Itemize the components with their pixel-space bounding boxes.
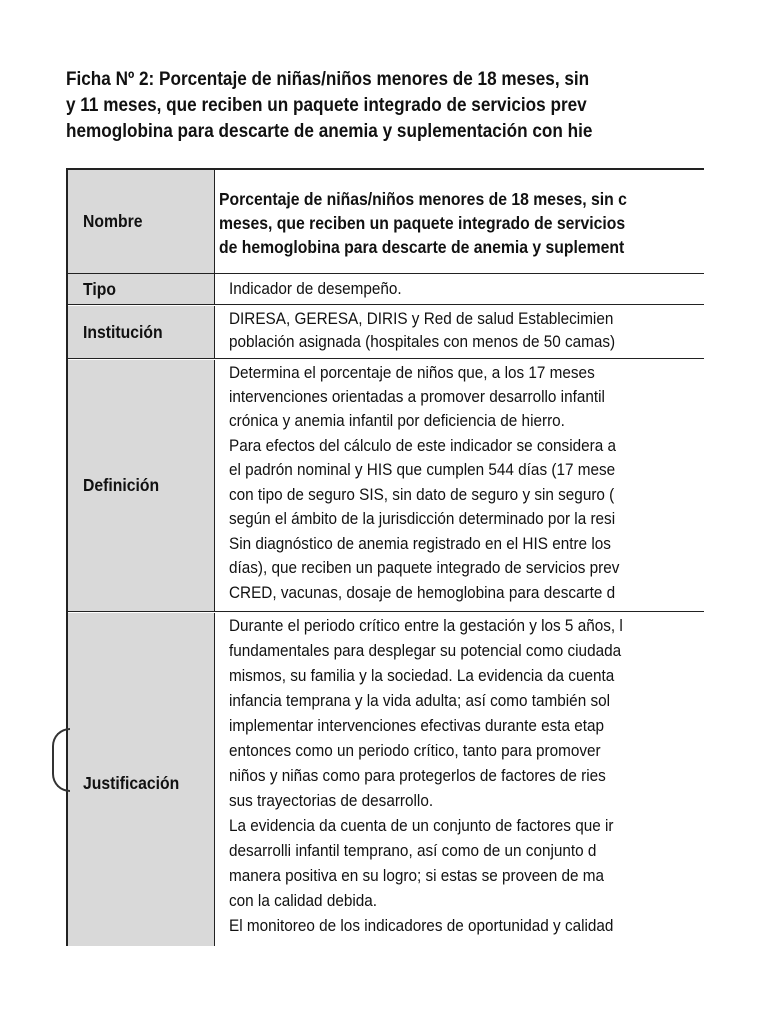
row-justificacion xyxy=(68,613,704,946)
indicator-table xyxy=(66,168,704,946)
value-line: con la calidad debida. xyxy=(229,891,378,910)
label-cell xyxy=(68,613,215,946)
label-institucion: Institución xyxy=(83,321,163,342)
value-line: La evidencia da cuenta de un conjunto de factores que ir xyxy=(229,816,614,835)
value-line: el padrón nominal y HIS que cumplen 544 días (17 mese xyxy=(229,460,616,479)
value-line: Indicador de desempeño. xyxy=(229,279,402,298)
label-definicion: Definición xyxy=(83,475,160,495)
value-line: meses, que reciben un paquete integrado de servicios xyxy=(219,213,626,233)
value-line: entonces como un periodo crítico, tanto para promover xyxy=(229,741,601,760)
value-cell xyxy=(215,360,704,611)
row-nombre xyxy=(68,170,704,274)
value-line: Porcentaje de niñas/niños menores de 18 meses, sin c xyxy=(219,189,627,209)
label-justificacion: Justificación xyxy=(83,772,180,793)
value-line: implementar intervenciones efectivas durante esta etap xyxy=(229,716,605,735)
value-line: con tipo de seguro SIS, sin dato de seguro y sin seguro ( xyxy=(229,485,615,504)
value-line: Durante el periodo crítico entre la gestación y los 5 años, l xyxy=(229,616,623,635)
value-cell xyxy=(215,170,704,273)
value-line: desarrolli infantil temprano, así como de un conjunto d xyxy=(229,841,597,860)
stamp-mark xyxy=(52,728,70,792)
value-line: población asignada (hospitales con menos de 50 camas) xyxy=(229,332,616,351)
page-title xyxy=(66,66,629,144)
value-line: sus trayectorias de desarrollo. xyxy=(229,791,434,810)
label-cell xyxy=(68,170,215,273)
label-cell xyxy=(68,274,215,304)
value-line: Sin diagnóstico de anemia registrado en el HIS entre los xyxy=(229,534,611,553)
label-tipo: Tipo xyxy=(83,278,116,299)
value-line: niños y niñas como para protegerlos de factores de ries xyxy=(229,766,606,785)
label-nombre: Nombre xyxy=(83,211,143,231)
value-line: DIRESA, GERESA, DIRIS y Red de salud Establecimien xyxy=(229,309,614,328)
value-line: según el ámbito de la jurisdicción determinado por la resi xyxy=(229,509,616,528)
title-line: hemoglobina para descarte de anemia y suplementación con hie xyxy=(66,120,593,142)
value-line: manera positiva en su logro; si estas se proveen de ma xyxy=(229,866,605,885)
value-line: de hemoglobina para descarte de anemia y suplement xyxy=(219,237,625,257)
value-line: crónica y anemia infantil por deficiencia de hierro. xyxy=(229,411,565,430)
value-line: fundamentales para desplegar su potencial como ciudada xyxy=(229,641,622,660)
title-line: Ficha Nº 2: Porcentaje de niñas/niños menores de 18 meses, sin xyxy=(66,68,590,90)
row-institucion xyxy=(68,306,704,359)
value-line: Para efectos del cálculo de este indicador se considera a xyxy=(229,436,616,455)
value-line: CRED, vacunas, dosaje de hemoglobina para descarte d xyxy=(229,583,616,602)
value-line: intervenciones orientadas a promover desarrollo infantil xyxy=(229,387,605,406)
label-cell xyxy=(68,306,215,358)
row-definicion xyxy=(68,360,704,612)
row-tipo xyxy=(68,274,704,305)
value-line: Determina el porcentaje de niños que, a los 17 meses xyxy=(229,363,595,382)
label-cell xyxy=(68,360,215,611)
value-line: El monitoreo de los indicadores de oportunidad y calidad xyxy=(229,916,614,935)
value-line: días), que reciben un paquete integrado de servicios prev xyxy=(229,558,620,577)
value-cell xyxy=(215,274,704,304)
value-line: infancia temprana y la vida adulta; así como también sol xyxy=(229,691,611,710)
value-cell xyxy=(215,613,704,946)
value-cell xyxy=(215,306,704,358)
title-line: y 11 meses, que reciben un paquete integrado de servicios prev xyxy=(66,94,587,116)
value-line: mismos, su familia y la sociedad. La evidencia da cuenta xyxy=(229,666,615,685)
